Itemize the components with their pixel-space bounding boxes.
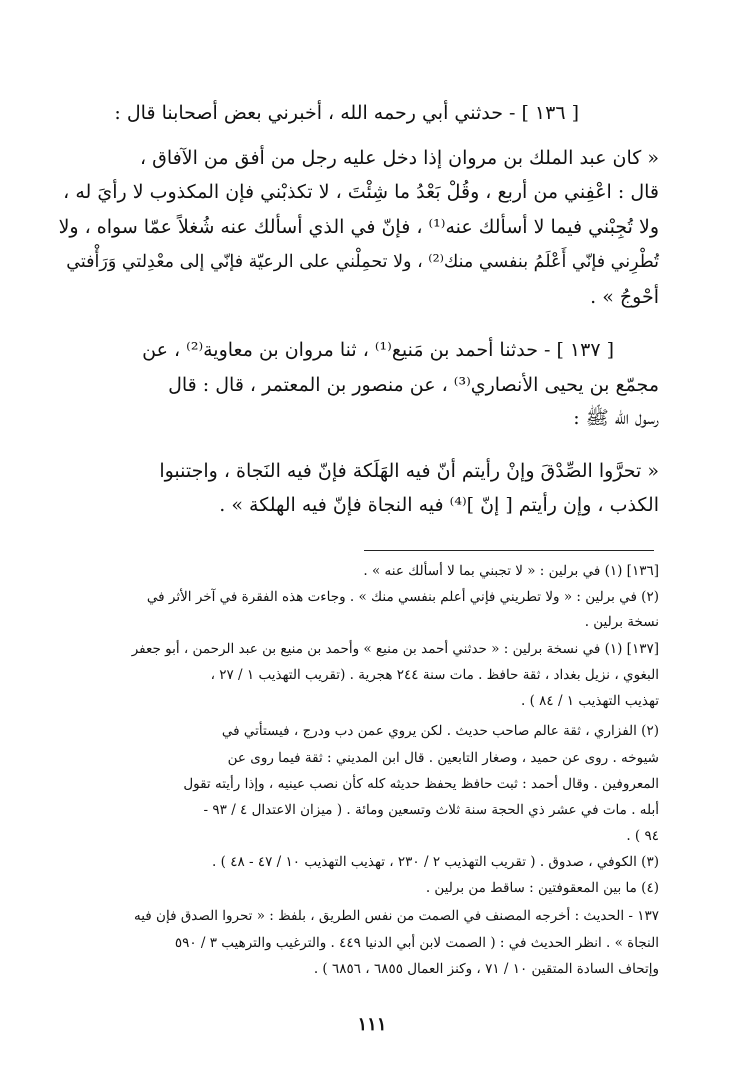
footnote-line: (٤) ما بين المعقوفتين : ساقط من برلين . bbox=[425, 880, 659, 896]
footnote-divider bbox=[364, 550, 654, 551]
footnote-line: [١٣٧] (١) في نسخة برلين : « حدثني أحمد بن منيع » وأحمد بن منيع بن عبد الرحمن ، أبو جعفر bbox=[131, 641, 659, 657]
footnote-line: (٢) في برلين : « ولا تطريني فإني أعلم بنفسي منك » . وجاءت هذه الفقرة في آخر الأثر في bbox=[146, 589, 659, 605]
main-line: قال : اعْفِني من أربع ، وقُلْ بَعْدُ ما شِئْتَ ، لا تكذبْني فإن المكذوب لا رأيَ له ، bbox=[63, 181, 659, 203]
footnote-line: المعروفين . وقال أحمد : ثبت حافظ يحفظ حديثه كله كأن نصب عينيه ، وإذا رأيته تقول bbox=[183, 776, 659, 792]
footnote-line: وإتحاف السادة المتقين ١٠ / ٧١ ، وكنز العمال ٦٨٥٥ ، ٦٨٥٦ ) . bbox=[313, 961, 659, 977]
footnote-line: شيوخه . روى عن حميد ، وصغار التابعين . قال ابن المديني : ثقة فيما روى عن bbox=[227, 750, 659, 766]
footnote-line: (٣) الكوفي ، صدوق . ( تقريب التهذيب ٢ / ٢٣٠ ، تهذيب التهذيب ١٠ / ٤٧ - ٤٨ ) . bbox=[212, 854, 659, 870]
footnote-line: نسخة برلين . bbox=[584, 614, 659, 630]
main-line: أحْوجُ » . bbox=[590, 286, 659, 308]
footnote-line: ٩٤ ) . bbox=[626, 828, 659, 844]
main-line: رسول الله ﷺ : bbox=[573, 407, 659, 429]
main-line-137-heading: [ ١٣٧ ] - حدثنا أحمد بن مَنيع⁽¹⁾ ، ثنا مروان بن معاوية⁽²⁾ ، عن bbox=[142, 339, 614, 361]
main-line: تُطْرِني فإنّي أَعْلَمُ بنفسي منك⁽²⁾ ، ولا تحمِلْني على الرعيّة فإنّي إلى معْدِلتي وَرَأْفتي bbox=[66, 252, 659, 272]
main-line: « كان عبد الملك بن مروان إذا دخل عليه رجل من أفق من الآفاق ، bbox=[139, 147, 659, 169]
footnote-line: النجاة » . انظر الحديث في : ( الصمت لابن أبي الدنيا ٤٤٩ . والترغيب والترهيب ٣ / ٥٩٠ bbox=[174, 935, 659, 951]
footnote-line: البغوي ، نزيل بغداد ، ثقة حافظ . مات سنة ٢٤٤ هجرية . (تقريب التهذيب ١ / ٢٧ ، bbox=[210, 667, 659, 683]
main-line: مجمّع بن يحيى الأنصاري⁽³⁾ ، عن منصور بن المعتمر ، قال : قال bbox=[168, 374, 659, 396]
main-line: « تحرَّوا الصِّدْقَ وإنْ رأيتم أنّ فيه الهَلَكة فإنّ فيه النَجاة ، واجتنبوا bbox=[159, 460, 659, 482]
footnote-line: (٢) الفزاري ، ثقة عالم صاحب حديث . لكن يروي عمن دب ودرج ، فيستأتي في bbox=[221, 723, 659, 739]
footnote-line: أبله . مات في عشر ذي الحجة سنة ثلاث وتسعين ومائة . ( ميزان الاعتدال ٤ / ٩٣ - bbox=[203, 802, 659, 818]
main-line: الكذب ، وإن رأيتم [ إنّ ]⁽⁴⁾ فيه النجاة فإنّ فيه الهلكة » . bbox=[219, 494, 659, 516]
main-line-136-heading: [ ١٣٦ ] - حدثني أبي رحمه الله ، أخبرني بعض أصحابنا قال : bbox=[114, 102, 579, 124]
footnote-line: [١٣٦] (١) في برلين : « لا تجبني بما لا أسألك عنه » . bbox=[363, 563, 659, 579]
footnote-line: ١٣٧ - الحديث : أخرجه المصنف في الصمت من نفس الطريق ، بلفظ : « تحروا الصدق فإن فيه bbox=[134, 908, 659, 924]
page-number: ١١١ bbox=[357, 1014, 387, 1035]
footnote-line: تهذيب التهذيب ١ / ٨٤ ) . bbox=[521, 693, 659, 709]
main-line: ولا تُجِبْني فيما لا أسألك عنه⁽¹⁾ ، فإنّ في الذي أسألك عنه شُغلاً عمّا سواه ، ولا bbox=[58, 216, 659, 238]
